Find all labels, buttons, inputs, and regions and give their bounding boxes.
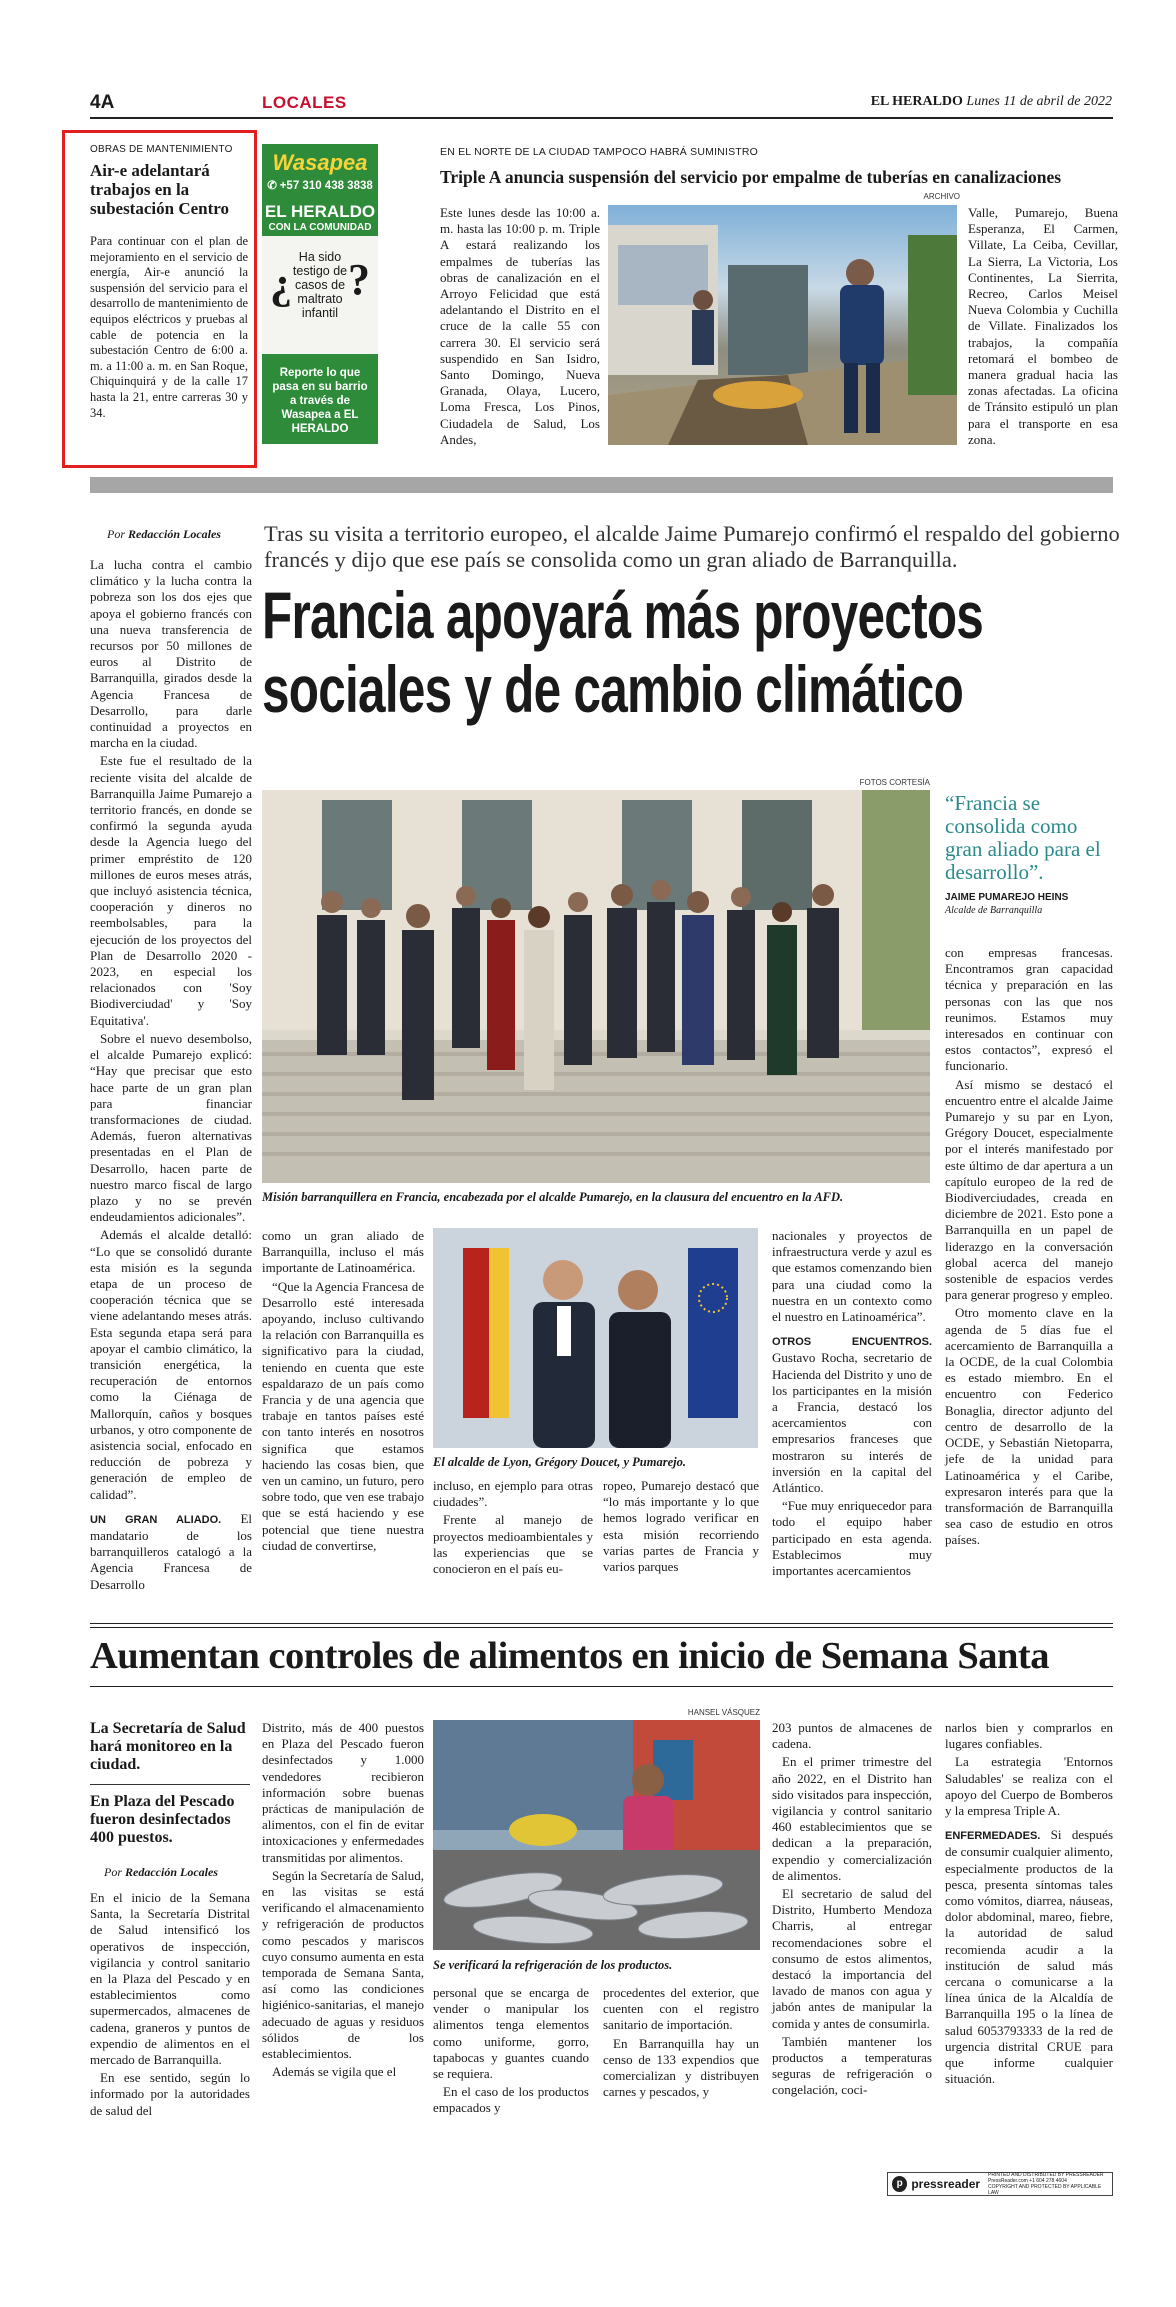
- second-byline-name: Redacción Locales: [125, 1865, 218, 1879]
- second-col2-p3: Además se vigila que el: [272, 2064, 397, 2080]
- pressreader-notice-3: COPYRIGHT AND PROTECTED BY APPLICABLE LAW: [988, 2184, 1102, 2196]
- pressreader-notice: [988, 2172, 1108, 2196]
- wasapea-header: [262, 144, 378, 236]
- main-col3: [433, 1478, 593, 1579]
- main-left-p3: Sobre el nuevo desembolso, el alcalde Pumarejo explicó: “Hay que precisar que esto hace parte de un gran plan para financiar transformaciones de ciudad. Además, fueron alternativas presentadas en el Plan de Desarrollo, hacen parte de nuestro marco fiscal de largo plazo y no se prevén endeudamientos adicionales”.: [90, 1030, 252, 1225]
- second-summary-1: La Secretaría de Salud hará monitoreo en la ciudad.: [90, 1720, 246, 1773]
- triple-a-kicker: EN EL NORTE DE LA CIUDAD TAMPOCO HABRÁ SUMINISTRO: [440, 146, 759, 158]
- second-col2: [262, 1720, 424, 2082]
- main-col4: [603, 1478, 759, 1577]
- main-right-column: [945, 945, 1113, 1551]
- second-col3-p1: personal que se encarga de vender o manipular los alimentos tenga elementos como uniforme, gorro, tapabocas y guantes cuando se requiera.: [433, 1985, 589, 2082]
- wasapea-phone-row: [262, 178, 378, 192]
- second-col1-p2: En ese sentido, según lo informado por la autoridades de salud del: [90, 2070, 250, 2118]
- second-col5-p3: El secretario de salud del Distrito, Humberto Mendoza Charris, al entregar recomendaciones sobre el consumo de estos alimentos, destacó la importancia del lavado de manos con agua y jabón antes de manipular la comida y antes de consumirla.: [772, 1886, 932, 2031]
- main-right-p3: Otro momento clave en la agenda de 5 días fue el acercamiento de Barranquilla a la OCDE, de la cual Colombia es estado miembro. En el encuentro con Federico Bonaglia, director adjunto del centro de desarrollo de la OCDE, y Sebastián Nietoparra, jefe de la unidad para Latinoamérica y el Caribe, expresaron interés para que la transformación de Barranquilla sea caso de estudio en otros países.: [945, 1305, 1113, 1548]
- second-col6-p1: narlos bien y comprarlos en lugares confiables.: [945, 1720, 1113, 1752]
- second-col4-p1: procedentes del exterior, que cuenten con el registro sanitario de importación.: [603, 1985, 759, 2033]
- second-photo-art: [433, 1720, 760, 1950]
- whatsapp-icon: ✆: [267, 180, 277, 192]
- main-col3-p1: incluso, en ejemplo para otras ciudades”.: [433, 1478, 593, 1510]
- pressreader-notice-1: PRINTED AND DISTRIBUTED BY PRESSREADER: [988, 2172, 1104, 2178]
- main-photo-2-art: [433, 1228, 758, 1448]
- main-quote: “Francia se consolida como gran aliado para el desarrollo”.: [945, 791, 1101, 884]
- main-left-p2: Este fue el resultado de la reciente visita del alcalde de Barranquilla Jaime Pumarejo a territorio francés, en donde se confirmó la segunda ayuda desde la Agencia luego del primer empréstito de 120 millones de euros meses atrás, que incluyó asistencia técnica, cooperación y dineros no reembolsables, para la ejecución de los proyectos del Plan de Desarrollo 2020 - 2023, en especial los relacionados con 'Soy Biodiverciudad' y 'Soy Equitativa'.: [90, 753, 252, 1028]
- main-left-p1: La lucha contra el cambio climático y la lucha contra la pobreza son los dos ejes que apoya el gobierno francés con una nueva transferencia de recursos por 50 millones de euros al Distrito de Barranquilla, girados desde la Agencia Francesa de Desarrollo, para darle continuidad a proyectos en marcha en la ciudad.: [90, 557, 252, 751]
- second-col5-p1: 203 puntos de almacenes de cadena.: [772, 1720, 932, 1752]
- second-col5-p2: En el primer trimestre del año 2022, en el Distrito han sido visitados para inspección, vigilancia y control sanitario 460 establecimientos que se dedican a la preparación, expendio y comercialización de alimentos.: [772, 1754, 932, 1883]
- wasapea-cta[interactable]: Reporte lo que pasa en su barrio a través de Wasapea a EL HERALDO: [262, 354, 378, 444]
- second-col2-p1: Distrito, más de 400 puestos en Plaza del Pescado fueron desinfectados y 1.000 vendedores recibieron información sobre buenas prácticas de manipulación de alimentos, con el fin de evitar intoxicaciones y enfermedades transmitidas por alimentos.: [262, 1720, 424, 1865]
- brief-aire-body: Para continuar con el plan de mejoramiento en el servicio de energía, Air-e anunció la suspensión del servicio para el desarrollo de mantenimiento de equipos eléctricos y pruebas al cable de potencia en la subestación Centro de 6:00 a. m. a 11:00 a. m. en San Roque, Chiquinquirá y de la calle 17 hasta la 21, entre carreras 30 y 34.: [90, 234, 248, 420]
- triple-a-photo-credit: ARCHIVO: [923, 192, 960, 201]
- newspaper-name: EL HERALDO: [870, 94, 963, 109]
- pressreader-badge[interactable]: [887, 2172, 1113, 2196]
- main-deck: Tras su visita a territorio europeo, el alcalde Jaime Pumarejo confirmó el respaldo del gobierno francés y dijo que ese país se consolida como un gran aliado de Barranquilla.: [264, 521, 1120, 572]
- second-col1-p1: En el inicio de la Semana Santa, la Secretaría Distrital de Salud intensificó los operativos de inspección, vigilancia y control sanitario en la Plaza del Pescado y en establecimientos como supermercados, almacenes de cadena, graneros y puntos de expendio de alimentos en el mercado de Barranquilla.: [90, 1890, 250, 2068]
- second-col6-p3: [945, 1827, 1113, 2087]
- main-headline-line1: Francia apoyará más proyectos: [262, 578, 984, 652]
- second-summary-column: [90, 1720, 250, 2121]
- second-photo-credit: HANSEL VÁSQUEZ: [687, 1708, 760, 1717]
- page-number: 4A: [90, 92, 115, 113]
- second-col6-subhead: ENFERMEDADES.: [945, 1830, 1041, 1843]
- main-left-p5-text: El mandatario de los barranquilleros catalogó a la Agencia Francesa de Desarrollo: [90, 1510, 253, 1592]
- main-col2: [262, 1228, 424, 1556]
- question-open-icon: ¿: [270, 259, 292, 308]
- main-col5-p2: “Fue muy enriquecedor para todo el equipo haber participado en esta agenda. Establecimos muy importantes acercamientos: [772, 1498, 932, 1579]
- wasapea-ad: [262, 144, 378, 444]
- second-byline-prefix: Por: [104, 1865, 122, 1879]
- brief-aire-kicker: OBRAS DE MANTENIMIENTO: [90, 144, 233, 155]
- triple-a-col1: Este lunes desde las 10:00 a. m. hasta las 10:00 p. m. Triple A estará realizando los empalmes de tuberías las obras de canalización en el Arroyo Felicidad que está adelantando el Distrito en el cruce de la calle 55 con carrera 30. El servicio será suspendido en San Isidro, Santo Domingo, Nueva Granada, Olaya, Lucero, Loma Fresca, Los Pinos, Ciudadela de Salud, Los Andes,: [440, 205, 600, 447]
- brief-aire-title: Air-e adelantará trabajos en la subestación Centro: [90, 161, 229, 218]
- brief-aire: [90, 144, 248, 423]
- quote-name: JAIME PUMAREJO HEINS: [945, 892, 1069, 903]
- quote-role: Alcalde de Barranquilla: [945, 905, 1043, 916]
- triple-a-photo: [608, 205, 957, 445]
- main-photo-caption: Misión barranquillera en Francia, encabezada por el alcalde Pumarejo, en la clausura del encuentro en la AFD.: [262, 1190, 844, 1204]
- main-headline-line2: sociales y de cambio climático: [262, 652, 964, 726]
- main-left-subhead: UN GRAN ALIADO.: [90, 1513, 222, 1526]
- second-summary-2: En Plaza del Pescado fueron desinfectados 400 puestos.: [90, 1793, 235, 1846]
- main-col3-p2: Frente al manejo de proyectos medioambientales y las experiencias que se conocieron en el país eu-: [433, 1512, 593, 1577]
- triple-a-photo-art: [608, 205, 957, 445]
- second-col6-p3-text: Si después de consumir cualquier alimento, especialmente productos de la pesca, presenta síntomas tales como vómitos, diarrea, náuseas, dolor abdominal, mareo, fiebre, la autoridad de salud recomienda acudir a la institución de salud más cercana o comunicarse a la línea única de la Alcaldía de Barranquilla 195 o la línea de salud 6053793333 de la red de urgencia distrital CRUE para que informe cualquier situación.: [945, 1827, 1113, 2087]
- second-col5: [772, 1720, 932, 2101]
- triple-a-col2: Valle, Pumarejo, Buena Esperanza, El Carmen, Villate, La Ceiba, Cevillar, La Sierra, La Victoria, Los Continentes, La Sierrita, Recreo, Carlos Meisel Nueva Colombia y Cuchilla de Villate. Finalizados los trabajos, la compañía retomará el bombeo de manera gradual hacia las zonas afectadas. La oficina de Tránsito estipuló un plan para el transporte en esa zona.: [968, 205, 1118, 447]
- main-byline: [107, 527, 221, 542]
- second-col2-p2: Según la Secretaría de Salud, en las visitas se está verificando el almacenamiento y refrigeración de productos como pescados y mariscos cuyo consumo aumenta en esta temporada de Semana Santa, así como las condiciones higiénico-sanitarias, el manejo adecuado de aguas y residuos sólidos de los establecimientos.: [262, 1867, 424, 2062]
- main-byline-name: Redacción Locales: [128, 527, 221, 541]
- wasapea-question: Ha sido testigo de casos de maltrato infantil: [292, 250, 348, 320]
- second-col6: [945, 1720, 1113, 2089]
- pressreader-brand: pressreader: [911, 2177, 981, 2191]
- question-close-icon: ?: [348, 255, 370, 304]
- main-left-p4: Además el alcalde detalló: “Lo que se consolidó durante esta misión es la segunda etapa de un proceso de cooperación técnica que se viene adelantando meses atrás. Esta segunda etapa será para apoyar el cambio climático, la transición energética, la recuperación de entornos como la Ciénaga de Mallorquín, caños y bosques urbanos, y otro componente de asistencia social, enfocado en reducción de pobreza y generación de empleo de calidad”.: [90, 1227, 252, 1502]
- main-col5: [772, 1228, 932, 1581]
- main-left-p5: [90, 1511, 252, 1593]
- wasapea-paper: EL HERALDO: [264, 202, 376, 221]
- second-story-rule: [90, 1623, 1113, 1624]
- second-byline: [104, 1865, 250, 1880]
- triple-a-title: Triple A anuncia suspensión del servicio por empalme de tuberías en canalizaciones: [440, 167, 1062, 187]
- second-col6-p2: La estrategia 'Entornos Saludables' se realiza con el apoyo del Cuerpo de Bomberos y la empresa Triple A.: [945, 1754, 1113, 1819]
- second-col3: [433, 1985, 589, 2119]
- second-col5-p4: También mantener los productos a temperaturas seguras de refrigeración o congelación, coci-: [772, 2033, 932, 2098]
- main-photo-2: [433, 1228, 758, 1448]
- main-photo-2-caption: El alcalde de Lyon, Grégory Doucet, y Pumarejo.: [433, 1455, 686, 1469]
- second-photo: [433, 1720, 760, 1950]
- main-col5-top: nacionales y proyectos de infraestructura verde y azul es que estamos comenzando bien para una ciudad como la nuestra en un contexto como el nuestro en Latinoamérica”.: [772, 1228, 932, 1325]
- header-rule: [90, 117, 1113, 119]
- second-headline: Aumentan controles de alimentos en inicio de Semana Santa: [90, 1635, 1049, 1677]
- main-col5-subhead: OTROS ENCUENTROS.: [772, 1336, 932, 1349]
- wasapea-brand: Wasapea: [272, 150, 368, 175]
- main-photo-credit: FOTOS CORTESÍA: [859, 778, 930, 787]
- second-headline-underline: [90, 1686, 1113, 1687]
- section-separator-bar: [90, 477, 1113, 493]
- main-col5-p1-text: Gustavo Rocha, secretario de Hacienda del Distrito y uno de los participantes en la misión a Francia, destacó los acercamientos con empresarios franceses que mostraron su interés de inversión en la capital del Atlántico.: [772, 1350, 932, 1496]
- second-story-rule-2: [90, 1627, 1113, 1628]
- masthead: [871, 94, 1112, 110]
- main-byline-prefix: Por: [107, 527, 125, 541]
- wasapea-phone: +57 310 438 3838: [279, 180, 373, 192]
- wasapea-tagline: CON LA COMUNIDAD: [268, 222, 372, 233]
- second-summary-1-rule: [90, 1784, 250, 1785]
- second-col4-p2: En Barranquilla hay un censo de 133 expendios que comercializan y distribuyen carnes y pescados, y: [603, 2035, 759, 2100]
- second-col3-p2: En el caso de los productos empacados y: [433, 2084, 589, 2116]
- main-col2-p2: “Que la Agencia Francesa de Desarrollo esté interesada apoyando, incluso cultivando la relación con Barranquilla es significativo para la ciudad, teniendo en cuenta que este espaldarazo de un país como Francia y de una agencia que trabaje en tantos países esté con tanto interés en nosotros significa que estamos haciendo las cosas bien, que ven un camino, un futuro, pero sobre todo, que ven ese trabajo que se está haciendo y ese potencial que tiene nuestra ciudad de convertirse,: [262, 1278, 424, 1553]
- issue-date: Lunes 11 de abril de 2022: [966, 94, 1112, 109]
- main-right-p2: Así mismo se destacó el encuentro entre el alcalde Jaime Pumarejo y su par en Lyon, Grégory Doucet, especialmente por el interés manifestado por este último de dar apertura a un capítulo europeo de la red de Biodiverciudades, creada en diciembre de 2021. Esto pone a Barranquilla en un papel de liderazgo en la conversación global acerca del manejo sostenible de espacios verdes para generar progreso y empleo.: [945, 1076, 1113, 1303]
- main-left-column: [90, 557, 252, 1595]
- main-col4-p1: ropeo, Pumarejo destacó que “lo más importante y lo que hemos logrado verificar en esta misión recorriendo varias partes de Francia y varios parques: [603, 1478, 759, 1575]
- pressreader-logo-icon: p: [892, 2176, 907, 2192]
- main-photo: [262, 790, 930, 1183]
- main-photo-art: [262, 790, 930, 1183]
- pressreader-notice-2: PressReader.com +1 604 278 4604: [988, 2178, 1067, 2184]
- section-label: LOCALES: [262, 93, 347, 112]
- main-right-p1: con empresas francesas. Encontramos gran capacidad técnica y preparación en las personas con las que nos reunimos. Estamos muy interesados en continuar con estos contactos”, expresó el funcionario.: [945, 945, 1113, 1074]
- main-col5-p1: [772, 1333, 932, 1496]
- second-photo-caption: Se verificará la refrigeración de los productos.: [433, 1958, 673, 1972]
- wasapea-question-block: [262, 236, 378, 354]
- main-col2-p1: como un gran aliado de Barranquilla, incluso el más importante de Latinoamérica.: [262, 1228, 424, 1276]
- second-col4: [603, 1985, 759, 2102]
